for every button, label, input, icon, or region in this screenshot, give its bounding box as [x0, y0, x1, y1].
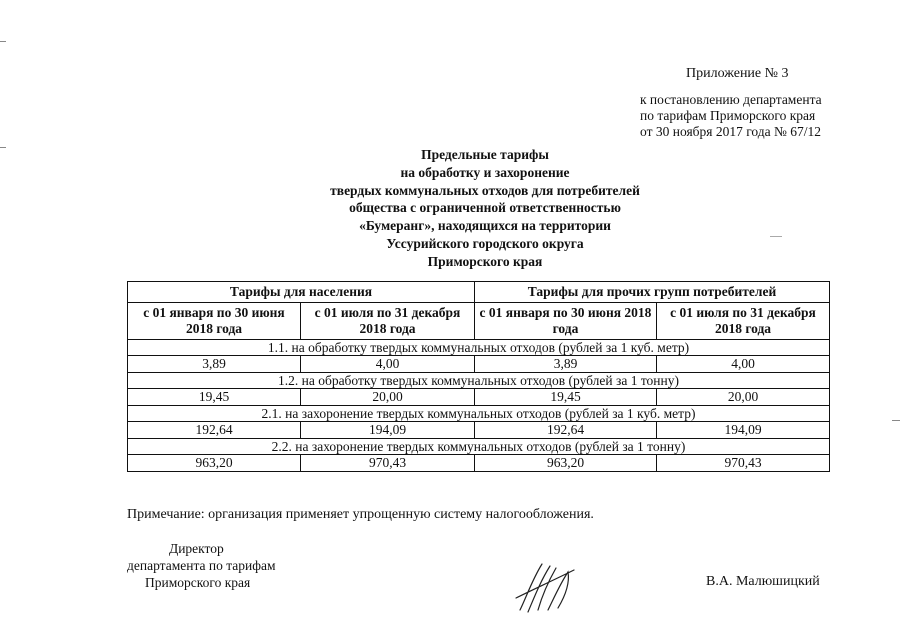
section-label: 1.2. на обработку твердых коммунальных отходов (рублей за 1 тонну) — [128, 373, 830, 389]
tariff-value: 19,45 — [475, 389, 657, 406]
values-row — [128, 356, 830, 373]
signatory-name: В.А. Малюшицкий — [706, 574, 820, 589]
section-label: 2.1. на захоронение твердых коммунальных отходов (рублей за 1 куб. метр) — [128, 406, 830, 422]
tariff-value: 194,09 — [657, 422, 830, 439]
tariff-value: 4,00 — [301, 356, 475, 373]
title-line: общества с ограниченной ответственностью — [349, 200, 621, 216]
title-line: «Бумеранг», находящихся на территории — [359, 218, 611, 234]
decree-line: по тарифам Приморского края — [640, 108, 816, 123]
group-header-other-consumers: Тарифы для прочих групп потребителей — [475, 282, 830, 303]
tariff-value: 970,43 — [301, 455, 475, 472]
title-line: твердых коммунальных отходов для потребителей — [330, 182, 640, 198]
title-line: на обработку и захоронение — [400, 164, 570, 180]
tariff-value: 970,43 — [657, 455, 830, 472]
tariff-value: 194,09 — [301, 422, 475, 439]
annex-number: Приложение № 3 — [686, 66, 789, 81]
position-line: Приморского края — [145, 575, 251, 590]
signatory-position — [127, 540, 276, 591]
scan-mark — [892, 420, 900, 421]
tariffs-table — [127, 281, 830, 472]
title-line: Приморского края — [427, 253, 543, 269]
tariff-value: 192,64 — [475, 422, 657, 439]
scan-mark — [770, 236, 782, 237]
tariff-value: 192,64 — [128, 422, 301, 439]
position-line: департамента по тарифам — [127, 558, 276, 573]
title-line: Уссурийского городского округа — [386, 235, 584, 251]
tariff-value: 963,20 — [128, 455, 301, 472]
tariff-value: 963,20 — [475, 455, 657, 472]
section-row — [128, 373, 830, 389]
scan-mark — [0, 147, 6, 148]
tariff-value: 4,00 — [657, 356, 830, 373]
period-header: с 01 июля по 31 декабря 2018 года — [301, 303, 475, 340]
tariff-value: 20,00 — [301, 389, 475, 406]
document-title — [260, 146, 710, 271]
period-header-row — [128, 303, 830, 340]
tariff-value: 3,89 — [128, 356, 301, 373]
section-label: 2.2. на захоронение твердых коммунальных отходов (рублей за 1 тонну) — [128, 439, 830, 455]
position-line: Директор — [169, 541, 224, 556]
tariff-value: 3,89 — [475, 356, 657, 373]
group-header-row — [128, 282, 830, 303]
handwritten-signature — [512, 558, 582, 616]
decree-reference — [640, 92, 822, 140]
period-header: с 01 июля по 31 декабря 2018 года — [657, 303, 830, 340]
section-row — [128, 406, 830, 422]
section-label: 1.1. на обработку твердых коммунальных отходов (рублей за 1 куб. метр) — [128, 340, 830, 356]
values-row — [128, 389, 830, 406]
period-header: с 01 января по 30 июня 2018 года — [128, 303, 301, 340]
tax-note: Примечание: организация применяет упрощенную систему налогообложения. — [127, 507, 594, 522]
title-line: Предельные тарифы — [421, 147, 549, 162]
scan-mark — [0, 41, 6, 42]
decree-line: к постановлению департамента — [640, 92, 822, 107]
tariff-value: 19,45 — [128, 389, 301, 406]
values-row — [128, 455, 830, 472]
section-row — [128, 340, 830, 356]
period-header: с 01 января по 30 июня 2018 года — [475, 303, 657, 340]
section-row — [128, 439, 830, 455]
tariff-value: 20,00 — [657, 389, 830, 406]
values-row — [128, 422, 830, 439]
group-header-population: Тарифы для населения — [128, 282, 475, 303]
decree-line: от 30 ноября 2017 года № 67/12 — [640, 124, 822, 139]
